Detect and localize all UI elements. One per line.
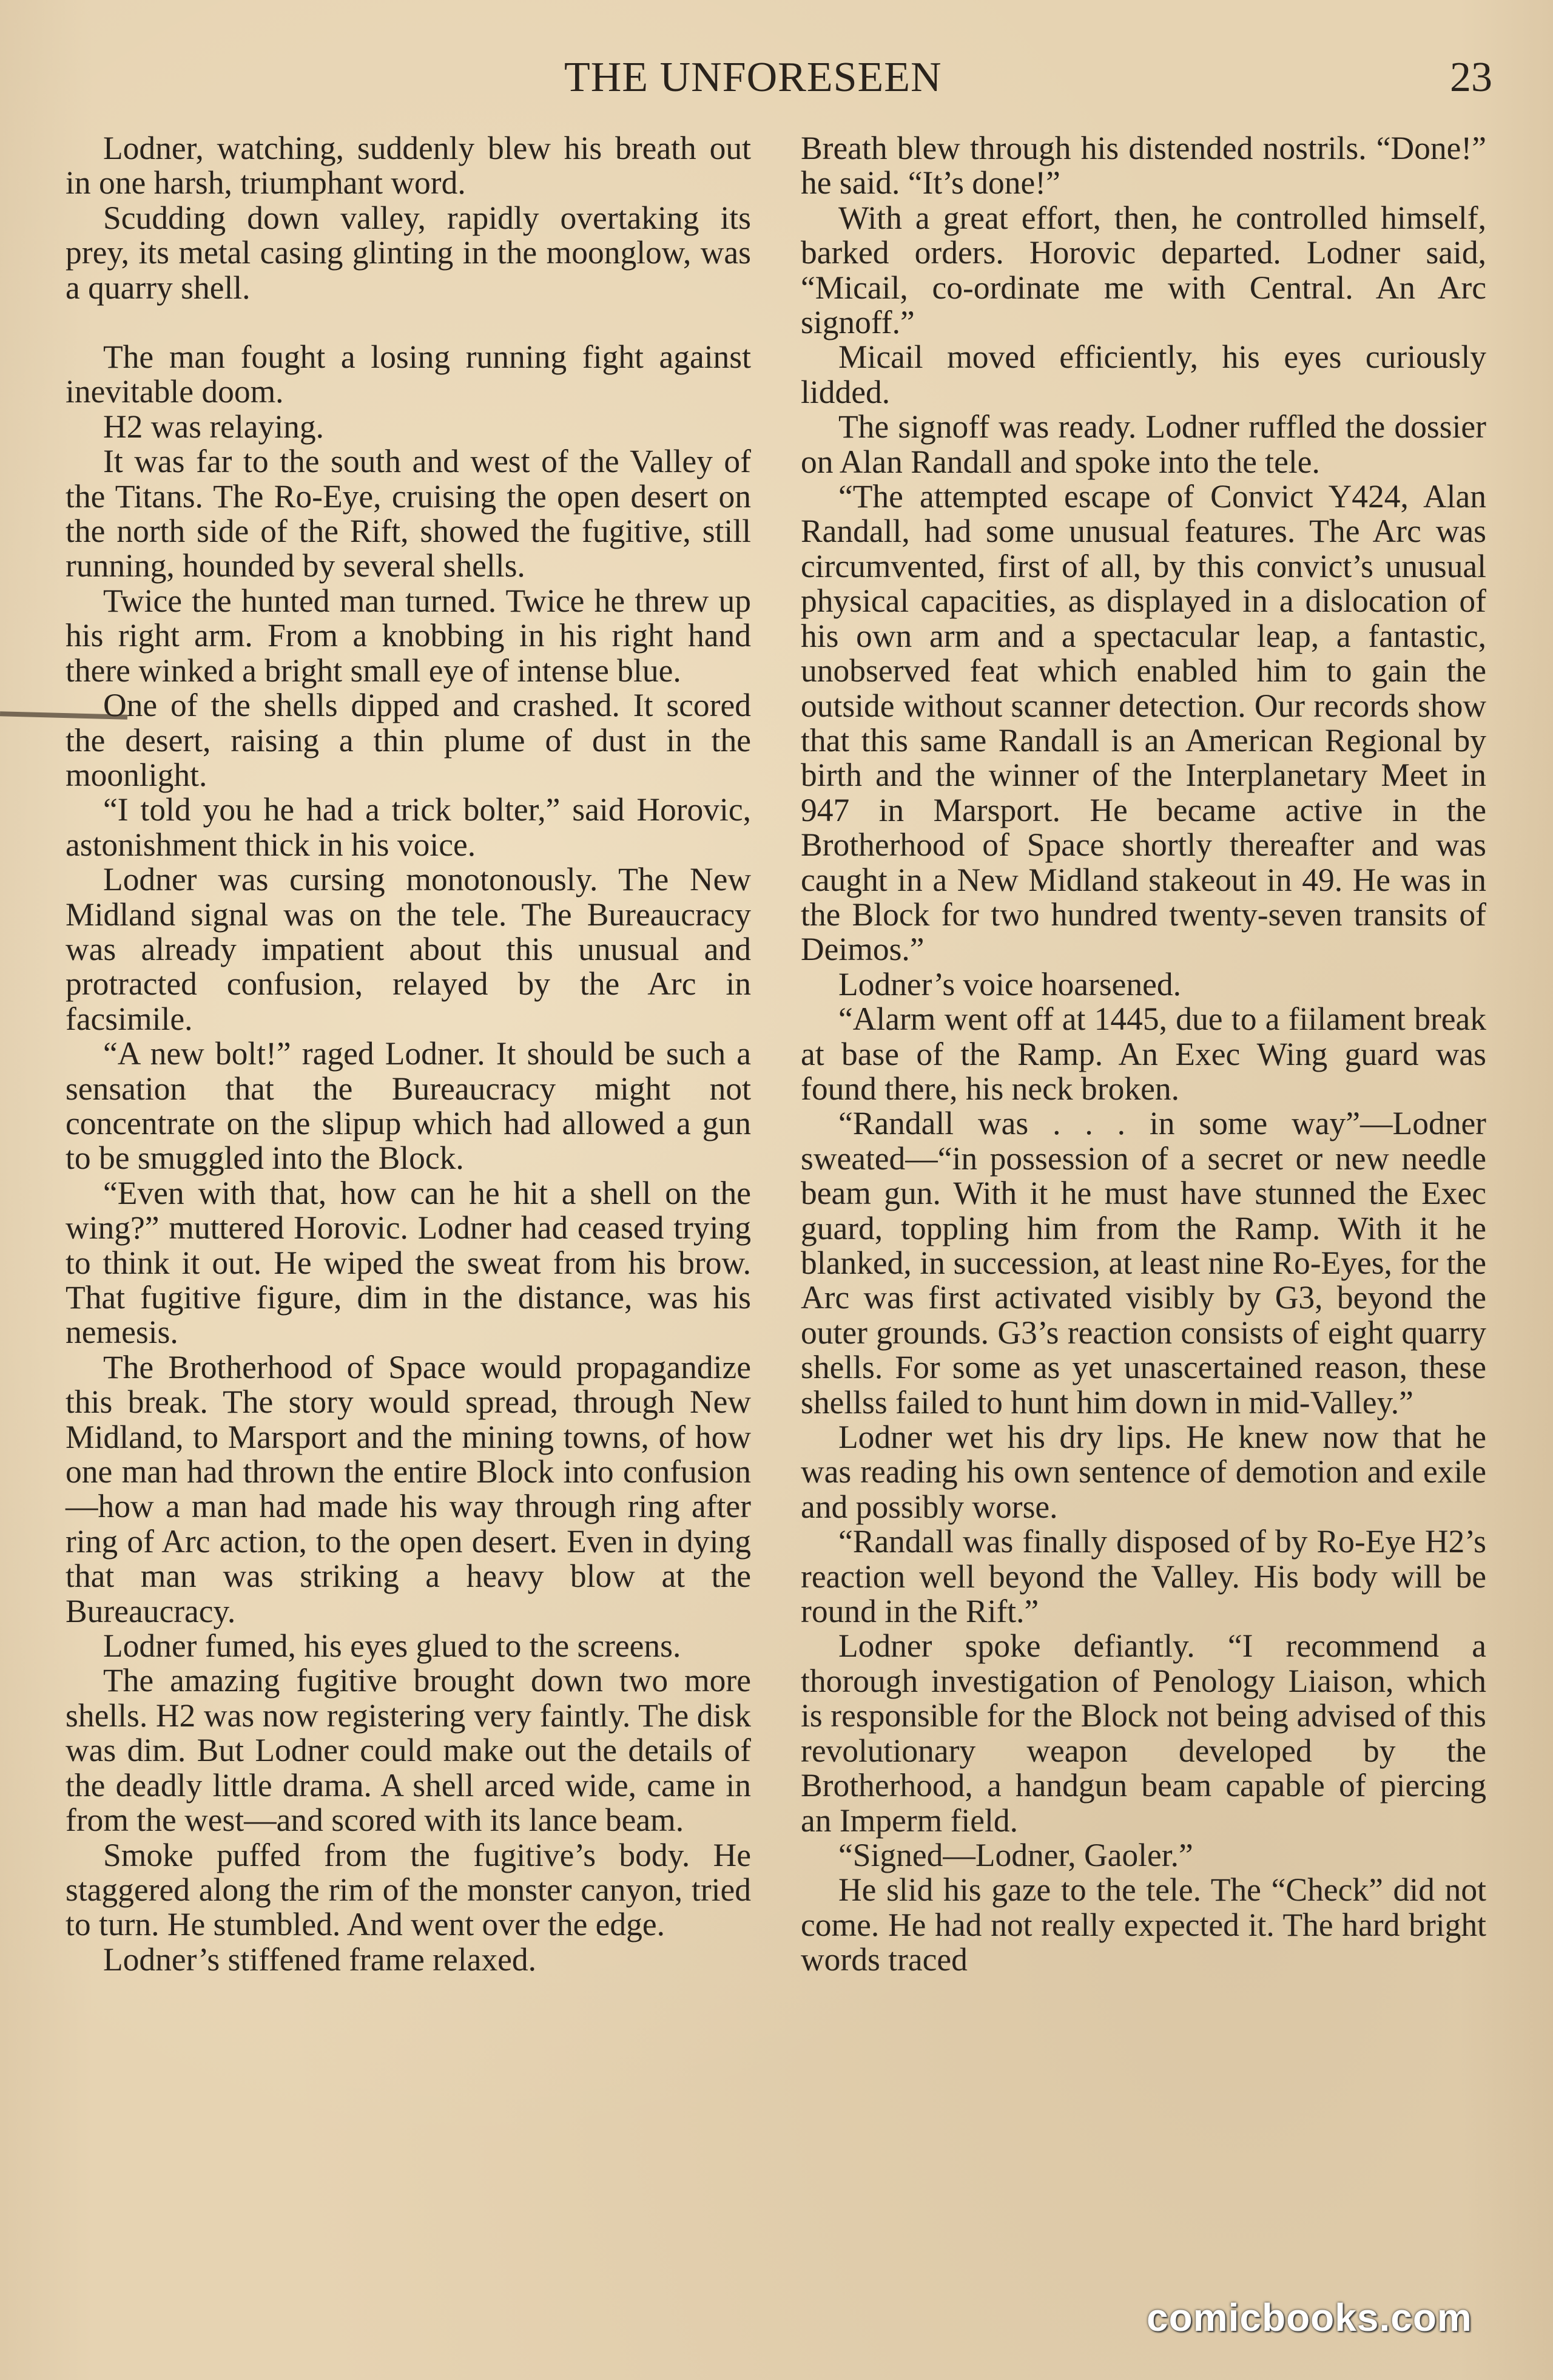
paragraph: One of the shells dipped and crashed. It scored the desert, raising a thin plume of dust in the moonlight.: [66, 687, 751, 793]
paragraph: He slid his gaze to the tele. The “Check” did not come. He had not really expected it. The hard bright words traced: [801, 1871, 1486, 1978]
paragraph: Lodner’s stiffened frame relaxed.: [103, 1941, 537, 1978]
paragraph: “Randall was finally disposed of by Ro-Eye H2’s reaction well beyond the Valley. His body will be round in the Rift.”: [801, 1523, 1486, 1630]
paragraph: Smoke puffed from the fugitive’s body. He staggered along the rim of the monster canyon, tried to turn. He stumbled. And went over the edge.: [66, 1836, 751, 1943]
paragraph: “The attempted escape of Convict Y424, Alan Randall, had some unusual features. The Arc was circumvented, first of all, by this convict’s unusual physical capacities, as displayed in a dislocation of his own arm and a spectacular leap, a fantastic, unobserved feat which enabled him to gain the outside without scanner detection. Our records show that this same Randall is an American Regional by birth and the winner of the Interplanetary Meet in 947 in Marsport. He became active in the Brotherhood of Space shortly thereafter and was caught in a New Midland stakeout in 49. He was in the Block for two hundred twenty-seven transits of Deimos.”: [801, 478, 1486, 968]
watermark: comicbooks.com: [1147, 2296, 1472, 2339]
paragraph: The man fought a losing running fight against inevitable doom.: [66, 339, 751, 410]
paragraph: Lodner spoke defiantly. “I recommend a thorough investigation of Penology Liaison, which is responsible for the Block not being advised of this revolutionary weapon developed by the Brotherhood, a handgun beam capable of piercing an Imperm field.: [801, 1628, 1486, 1839]
paragraph: Lodner’s voice hoarsened.: [838, 965, 1182, 1002]
paragraph: “I told you he had a trick bolter,” said Horovic, astonishment thick in his voice.: [66, 791, 751, 863]
paragraph: “Signed—Lodner, Gaoler.”: [838, 1836, 1193, 1873]
paragraph: Scudding down valley, rapidly overtaking its prey, its metal casing glinting in the moonglow, was a quarry shell.: [66, 199, 751, 306]
running-title: THE UNFORESEEN: [564, 54, 942, 101]
paragraph: “A new bolt!” raged Lodner. It should be such a sensation that the Bureaucracy might not concentrate on the slipup which had allowed a gun to be smuggled into the Block.: [66, 1035, 751, 1177]
paragraph: Micail moved efficiently, his eyes curiously lidded.: [801, 339, 1486, 410]
paragraph: “Alarm went off at 1445, due to a fiilament break at base of the Ramp. An Exec Wing guard was found there, his neck broken.: [801, 1001, 1486, 1107]
paragraph: Lodner fumed, his eyes glued to the screens.: [103, 1628, 681, 1665]
paragraph: Lodner, watching, suddenly blew his breath out in one harsh, triumphant word.: [66, 130, 751, 201]
paragraph: Breath blew through his distended nostrils. “Done!” he said. “It’s done!”: [801, 130, 1486, 201]
paragraph: It was far to the south and west of the Valley of the Titans. The Ro-Eye, cruising the open desert on the north side of the Rift, showed the fugitive, still running, hounded by several shells.: [66, 443, 751, 584]
paragraph: Lodner was cursing monotonously. The New Midland signal was on the tele. The Bureaucracy was already impatient about this unusual and protracted confusion, relayed by the Arc in facsimile.: [66, 861, 751, 1037]
paragraph: H2 was relaying.: [103, 408, 324, 445]
paragraph: “Even with that, how can he hit a shell on the wing?” muttered Horovic. Lodner had ceased trying to think it out. He wiped the sweat from his brow. That fugitive figure, dim in the distance, was his nemesis.: [66, 1174, 751, 1351]
paragraph: Twice the hunted man turned. Twice he threw up his right arm. From a knobbing in his right hand there winked a bright small eye of intense blue.: [66, 582, 751, 689]
paragraph: The amazing fugitive brought down two more shells. H2 was now registering very faintly. The disk was dim. But Lodner could make out the details of the deadly little drama. A shell arced wide, came in from the west—and scored with its lance beam.: [66, 1662, 751, 1839]
paragraph: The Brotherhood of Space would propagandize this break. The story would spread, through New Midland, to Marsport and the mining towns, of how one man had thrown the entire Block into confusion—how a man had made his way through ring after ring of Arc action, to the open desert. Even in dying that man was striking a heavy blow at the Bureaucracy.: [66, 1348, 751, 1629]
page-number: 23: [1450, 54, 1492, 101]
paragraph: The signoff was ready. Lodner ruffled the dossier on Alan Randall and spoke into the tele.: [801, 408, 1486, 480]
right-text-column: [801, 131, 1486, 1978]
paragraph: “Randall was . . . in some way”—Lodner sweated—“in possession of a secret or new needle beam gun. With it he must have stunned the Exec guard, toppling him from the Ramp. With it he blanked, in succession, at least nine Ro-Eyes, for the Arc was first activated visibly by G3, beyond the outer grounds. G3’s reaction consists of eight quarry shells. For some as yet unascertained reason, these shellss failed to hunt him down in mid-Valley.”: [801, 1105, 1486, 1421]
running-head: [0, 53, 1553, 108]
paragraph: With a great effort, then, he controlled himself, barked orders. Horovic departed. Lodner said, “Micail, co-ordinate me with Central. An Arc signoff.”: [801, 199, 1486, 341]
left-text-column: [66, 131, 751, 1977]
paragraph: Lodner wet his dry lips. He knew now that he was reading his own sentence of demotion and exile and possibly worse.: [801, 1419, 1486, 1525]
